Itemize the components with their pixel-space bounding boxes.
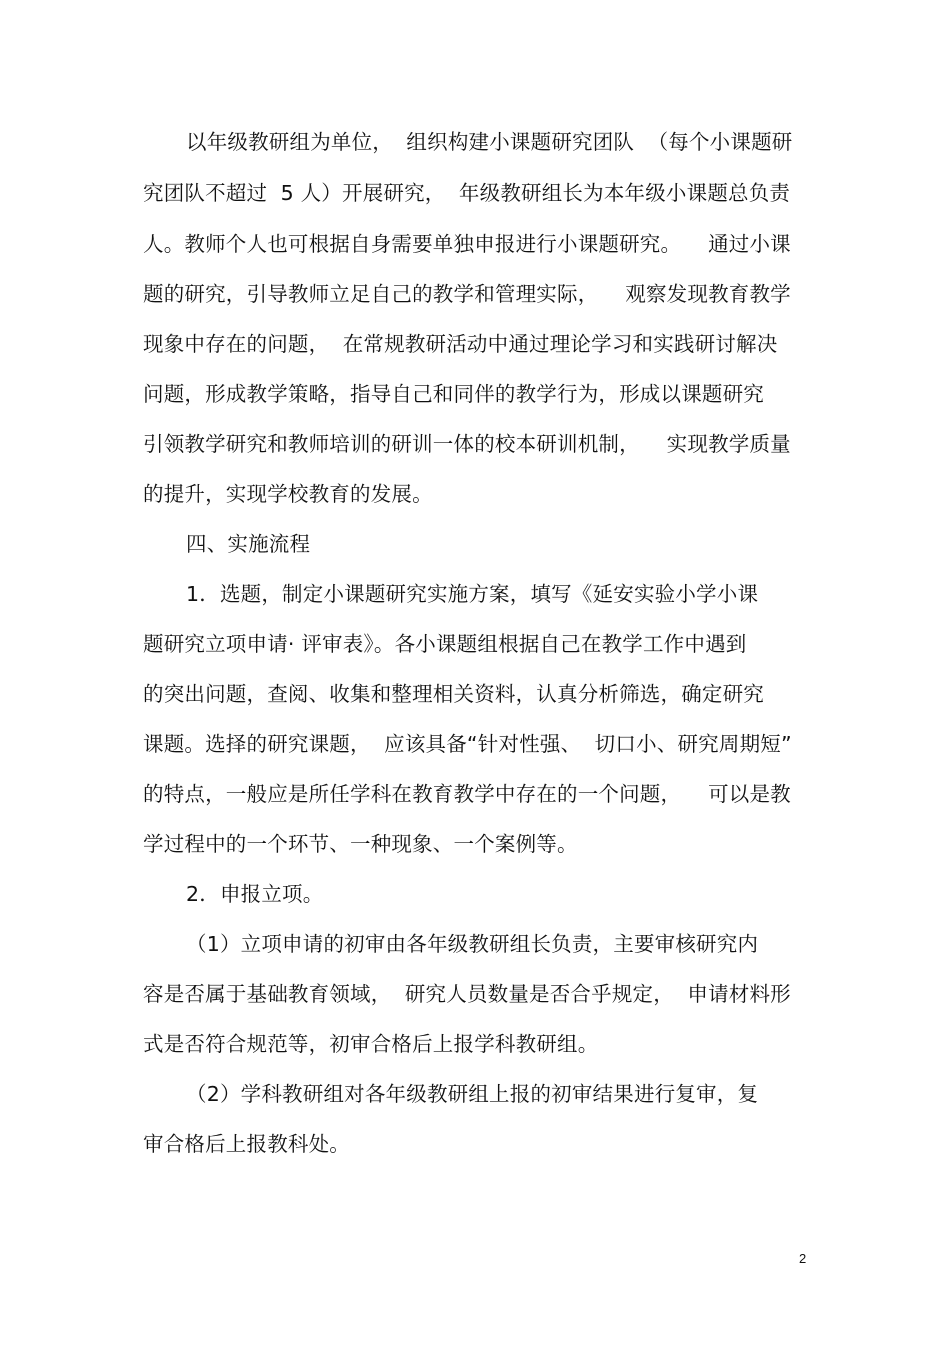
paragraph-line: 问题，形成教学策略，指导自己和同伴的教学行为，形成以课题研究 <box>143 382 764 406</box>
paragraph-line: 审合格后上报教科处。 <box>143 1132 350 1156</box>
paragraph-line: 究团队不超过 5 人）开展研究， 年级教研组长为本年级小课题总负责 <box>143 181 791 205</box>
paragraph-line: （2）学科教研组对各年级教研组上报的初审结果进行复审，复 <box>186 1082 759 1106</box>
paragraph-line: 学过程中的一个环节、一种现象、一个案例等。 <box>143 832 578 856</box>
paragraph-line: 题研究立项申请· 评审表》。各小课题组根据自己在教学工作中遇到 <box>143 632 747 656</box>
paragraph-line: 1．选题，制定小课题研究实施方案，填写《延安实验小学小课 <box>186 582 759 606</box>
page-number: 2 <box>799 1251 807 1266</box>
section-heading: 四、实施流程 <box>186 532 311 556</box>
paragraph-line: 课题。选择的研究课题， 应该具备“针对性强、 切口小、研究周期短” <box>143 732 792 756</box>
paragraph-line: 式是否符合规范等，初审合格后上报学科教研组。 <box>143 1032 599 1056</box>
paragraph-line: 容是否属于基础教育领域， 研究人员数量是否合乎规定， 申请材料形 <box>143 982 791 1006</box>
paragraph-line: 人。教师个人也可根据自身需要单独申报进行小课题研究。 通过小课 <box>143 232 791 256</box>
paragraph-line: 引领教学研究和教师培训的研训一体的校本研训机制， 实现教学质量 <box>143 432 791 456</box>
paragraph-line: （1）立项申请的初审由各年级教研组长负责，主要审核研究内 <box>186 932 759 956</box>
paragraph-line: 以年级教研组为单位， 组织构建小课题研究团队 （每个小课题研 <box>186 130 793 154</box>
paragraph-line: 的提升，实现学校教育的发展。 <box>143 482 433 506</box>
paragraph-line: 的突出问题，查阅、收集和整理相关资料，认真分析筛选，确定研究 <box>143 682 764 706</box>
paragraph-line: 2．申报立项。 <box>186 882 324 906</box>
paragraph-line: 现象中存在的问题， 在常规教研活动中通过理论学习和实践研讨解决 <box>143 332 778 356</box>
paragraph-line: 题的研究，引导教师立足自己的教学和管理实际， 观察发现教育教学 <box>143 282 791 306</box>
paragraph-line: 的特点，一般应是所任学科在教育教学中存在的一个问题， 可以是教 <box>143 782 791 806</box>
